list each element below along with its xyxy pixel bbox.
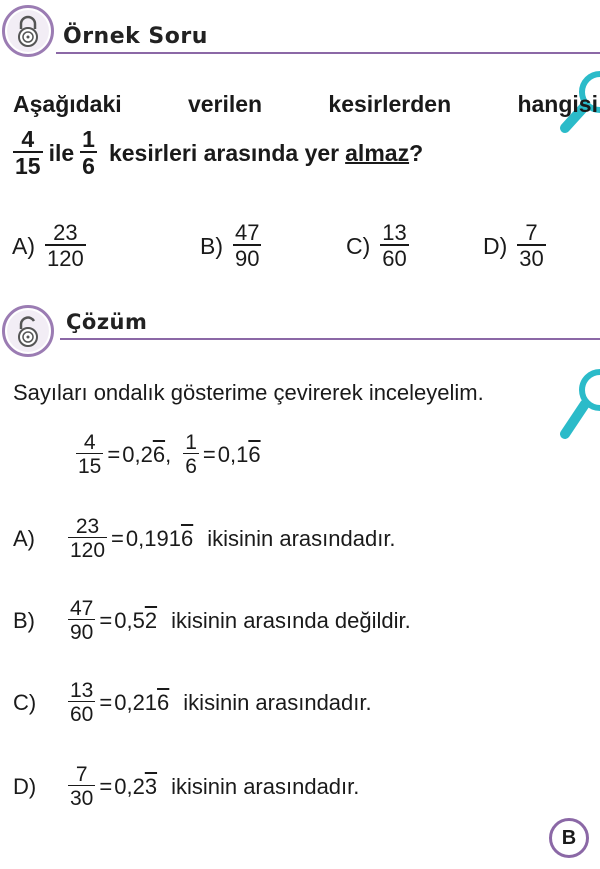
solution-row-d: D) $\frac{7}{30}$ = 0,2 3 ikisinin arasındadır. [13,763,360,810]
option-a[interactable]: A) $\frac{23}{120}$ [12,220,84,271]
example-header [0,0,600,60]
question-tail: kesirleri arasında yer [108,140,340,166]
row-fraction: $\frac{13}{60}$ [70,679,94,726]
question-mark: ? [409,140,424,166]
solution-row-b: B) $\frac{47}{90}$ = 0,5 2 ikisinin arasında değildir. [13,597,411,644]
row-fraction: $\frac{23}{120}$ [70,515,106,562]
question-underlined: almaz [345,140,410,166]
given-fraction: $\frac{1}{6}$ [185,431,197,478]
solution-header [0,300,600,360]
question-word: Aşağıdaki [13,91,122,117]
example-title: Örnek Soru [63,24,208,49]
option-fraction: $\frac{13}{60}$ [382,220,407,271]
option-b[interactable]: B) $\frac{47}{90}$ [200,220,260,271]
answer-badge: B [549,818,589,858]
solution-row-c: C) $\frac{13}{60}$ = 0,21 6 ikisinin arasındadır. [13,679,372,726]
option-fraction: $\frac{47}{90}$ [235,220,260,271]
given-fraction: $\frac{4}{15}$ [78,431,102,478]
solution-intro: Sayıları ondalık gösterime çevirerek inceleyelim. [13,380,484,405]
question-word: verilen [187,91,263,117]
question-line-2 [13,128,588,178]
question-connector: ile [48,140,75,166]
magnifier-icon [560,360,600,450]
example-rule [56,52,600,54]
option-fraction: $\frac{7}{30}$ [519,220,544,271]
solution-title: Çözüm [66,310,148,334]
unlock-icon [2,305,54,357]
row-fraction: $\frac{47}{90}$ [70,597,94,644]
option-d[interactable]: D) $\frac{7}{30}$ [483,220,544,271]
row-fraction: $\frac{7}{30}$ [70,763,94,810]
option-c[interactable]: C) $\frac{13}{60}$ [346,220,407,271]
question-fraction-1: $\frac{4}{15}$ [15,126,41,179]
question-word: hangisi [517,91,598,117]
given-conversions: $\frac{4}{15}$ = 0,2 6 , $\frac{1}{6}$ = 0,1 6 [78,431,261,478]
solution-row-a: A) $\frac{23}{120}$ = 0,191 6 ikisinin arasındadır. [13,515,396,562]
lock-icon [2,5,54,57]
question-line-1 [13,90,598,118]
option-fraction: $\frac{23}{120}$ [47,220,84,271]
question-fraction-2: $\frac{1}{6}$ [82,126,95,179]
solution-rule [60,338,600,340]
question-word: kesirlerden [328,91,452,117]
